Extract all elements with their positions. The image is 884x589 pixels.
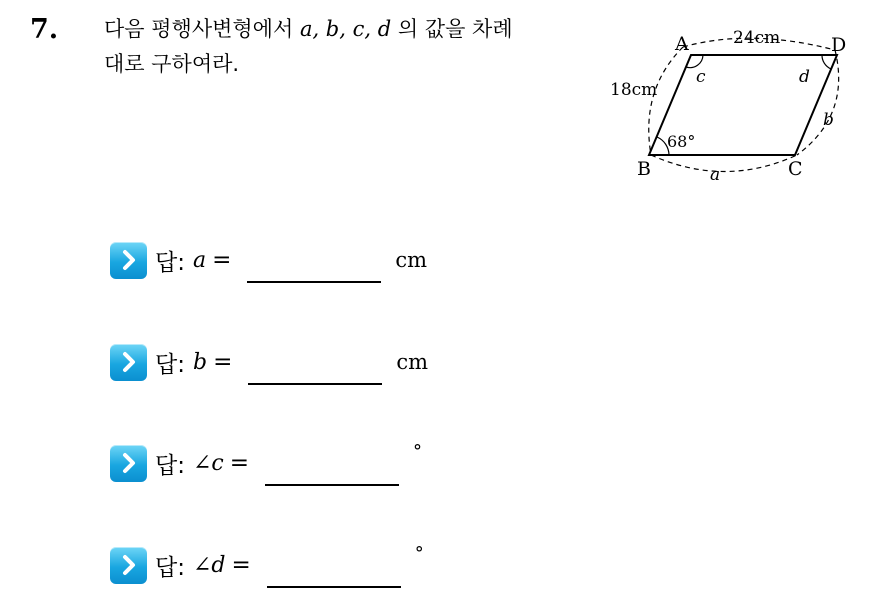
answer-variable: b [192, 349, 208, 375]
bottom-dimension-arc [651, 155, 797, 172]
answer-label: 답: [155, 249, 185, 276]
answer-row-c [110, 440, 423, 483]
question-text [104, 12, 594, 82]
answer-unit: cm [395, 248, 428, 272]
answer-unit: ° [413, 440, 423, 462]
equals-sign: = [212, 247, 232, 273]
equals-sign: = [231, 552, 251, 578]
question-line1-prefix: 다음 평행사변형에서 [104, 17, 294, 41]
answer-row-a [110, 240, 427, 280]
angle-d-label: d [799, 67, 810, 87]
question-variables: a, b, c, d [299, 17, 392, 41]
side-a-label: a [710, 165, 721, 185]
chevron-right-icon [110, 445, 147, 482]
angle-c-label: c [696, 67, 706, 87]
answer-blank-a[interactable] [247, 261, 381, 283]
left-length-label: 18cm [610, 80, 658, 100]
angle-d-arc [822, 55, 831, 69]
top-length-label: 24cm [733, 28, 781, 48]
answer-variable: a [192, 247, 207, 273]
chevron-right-icon [110, 242, 147, 279]
answer-label: 답: [155, 554, 185, 581]
question-line2: 대로 구하여라. [104, 52, 240, 76]
chevron-right-icon [110, 344, 147, 381]
vertex-c-label: C [788, 158, 803, 180]
vertex-b-label: B [637, 158, 651, 180]
equals-sign: = [213, 349, 233, 375]
answer-row-b [110, 342, 428, 382]
answer-blank-b[interactable] [248, 363, 382, 385]
vertex-d-label: D [831, 34, 847, 56]
answer-variable: ∠c [192, 450, 224, 476]
question-number: 7. [30, 14, 59, 45]
answer-unit: ° [414, 542, 424, 564]
question-line1-suffix: 의 값을 차례 [397, 17, 513, 41]
answer-unit: cm [396, 350, 429, 374]
answer-label: 답: [155, 452, 185, 479]
answer-blank-c[interactable] [265, 464, 399, 486]
angle-b-label: 68° [667, 132, 696, 151]
answer-row-d [110, 542, 424, 585]
answer-blank-d[interactable] [267, 566, 401, 588]
vertex-a-label: A [675, 33, 689, 55]
parallelogram-svg [605, 20, 855, 190]
side-b-label: b [823, 110, 834, 130]
answer-variable: ∠d [192, 552, 226, 578]
parallelogram-figure [605, 20, 855, 194]
answer-label: 답: [155, 351, 185, 378]
equals-sign: = [229, 450, 250, 476]
chevron-right-icon [110, 547, 147, 584]
